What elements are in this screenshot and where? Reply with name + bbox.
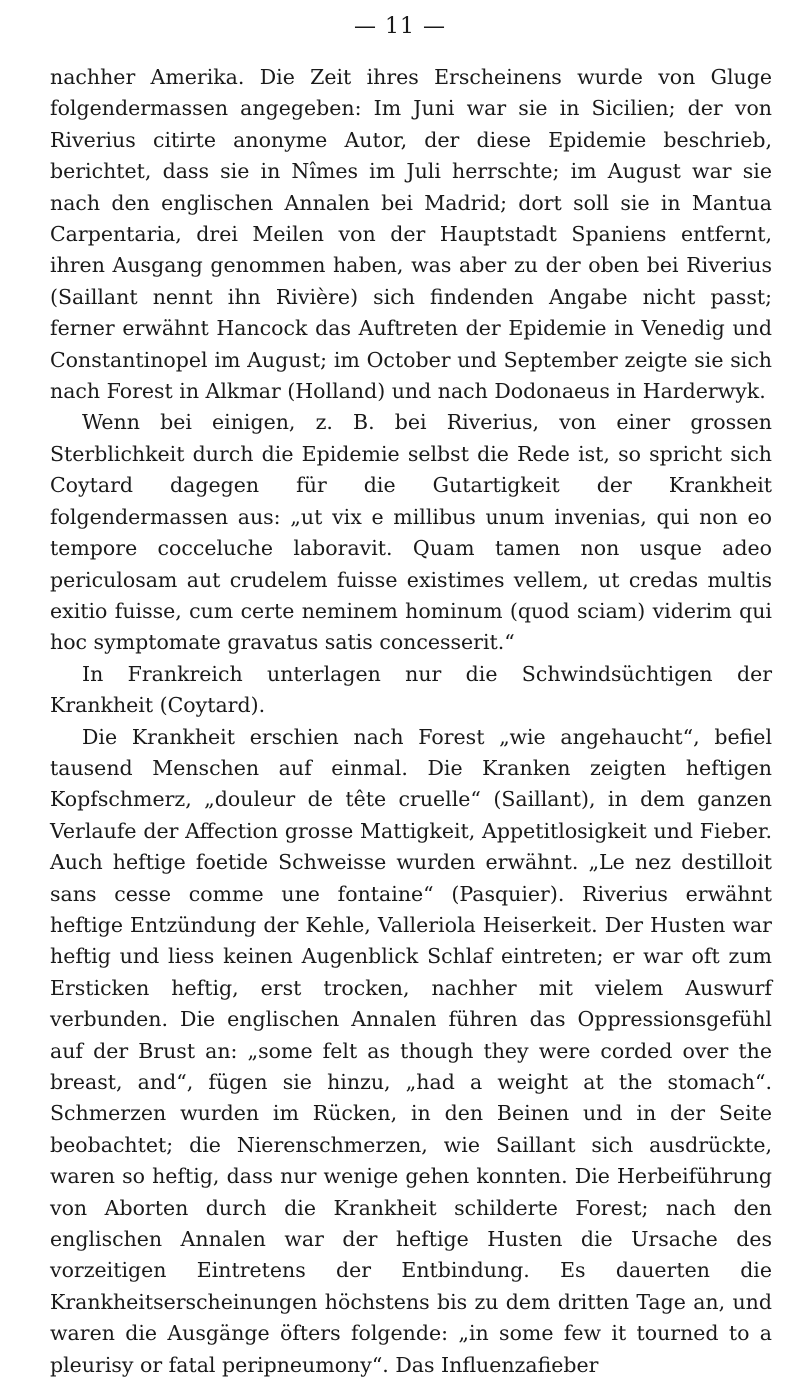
body-text [50, 62, 772, 1381]
paragraph-continuation: nachher Amerika. Die Zeit ihres Erscheinens wurde von Gluge folgendermassen angegeben: Im Juni war sie in Sicilien; der von Riverius citirte anonyme Autor, der diese Epidemie beschrieb, berichtet, dass sie in Nîmes im Juli herrschte; im August war sie nach den englischen Annalen bei Madrid; dort soll sie in Mantua Carpentaria, drei Meilen von der Hauptstadt Spaniens entfernt, ihren Ausgang genommen haben, was aber zu der oben bei Riverius (Saillant nennt ihn Rivière) sich findenden Angabe nicht passt; ferner erwähnt Hancock das Auftreten der Epidemie in Venedig und Constantinopel im August; im October und September zeigte sie sich nach Forest in Alkmar (Holland) und nach Dodonaeus in Harderwyk. [50, 65, 772, 404]
paragraph-symptoms: Die Krankheit erschien nach Forest „wie angehaucht“, befiel tausend Menschen auf einmal. Die Kranken zeigten heftigen Kopfschmerz, „douleur de tête cruelle“ (Saillant), in dem ganzen Verlaufe der Affection grosse Mattigkeit, Appetitlosigkeit und Fieber. Auch heftige foetide Schweisse wurden erwähnt. „Le nez destilloit sans cesse comme une fontaine“ (Pasquier). Riverius erwähnt heftige Entzündung der Kehle, Valleriola Heiserkeit. Der Husten war heftig und liess keinen Augenblick Schlaf eintreten; er war oft zum Ersticken heftig, erst trocken, nachher mit vielem Auswurf verbunden. Die englischen Annalen führen das Oppressionsgefühl auf der Brust an: „some felt as though they were corded over the breast, and“, fügen sie hinzu, „had a weight at the stomach“. Schmerzen wurden im Rücken, in den Beinen und in der Seite beobachtet; die Nierenschmerzen, wie Saillant sich ausdrückte, waren so heftig, dass nur wenige gehen konnten. Die Herbeiführung von Aborten durch die Krankheit schilderte Forest; nach den englischen Annalen war der heftige Husten die Ursache des vorzeitigen Eintretens der Entbindung. Es dauerten die Krankheitserscheinungen höchstens bis zu dem dritten Tage an, und waren die Ausgänge öfters folgende: „in some few it tourned to a pleurisy or fatal peripneumony“. Das Influenzafieber [50, 724, 772, 1377]
page-number: — 11 — [354, 14, 446, 39]
paragraph-france: In Frankreich unterlagen nur die Schwindsüchtigen der Krankheit (Coytard). [50, 661, 772, 718]
paragraph-mortality: Wenn bei einigen, z. B. bei Riverius, von einer grossen Sterblichkeit durch die Epidemie selbst die Rede ist, so spricht sich Coytard dagegen für die Gutartigkeit der Krankheit folgendermassen aus: „ut vix e millibus unum invenias, qui non eo tempore cocceluche laboravit. Quam tamen non usque adeo periculosam aut crudelem fuisse existimes vellem, ut credas multis exitio fuisse, cum certe neminem hominum (quod sciam) viderim qui hoc symptomate gravatus satis concesserit.“ [50, 410, 772, 655]
